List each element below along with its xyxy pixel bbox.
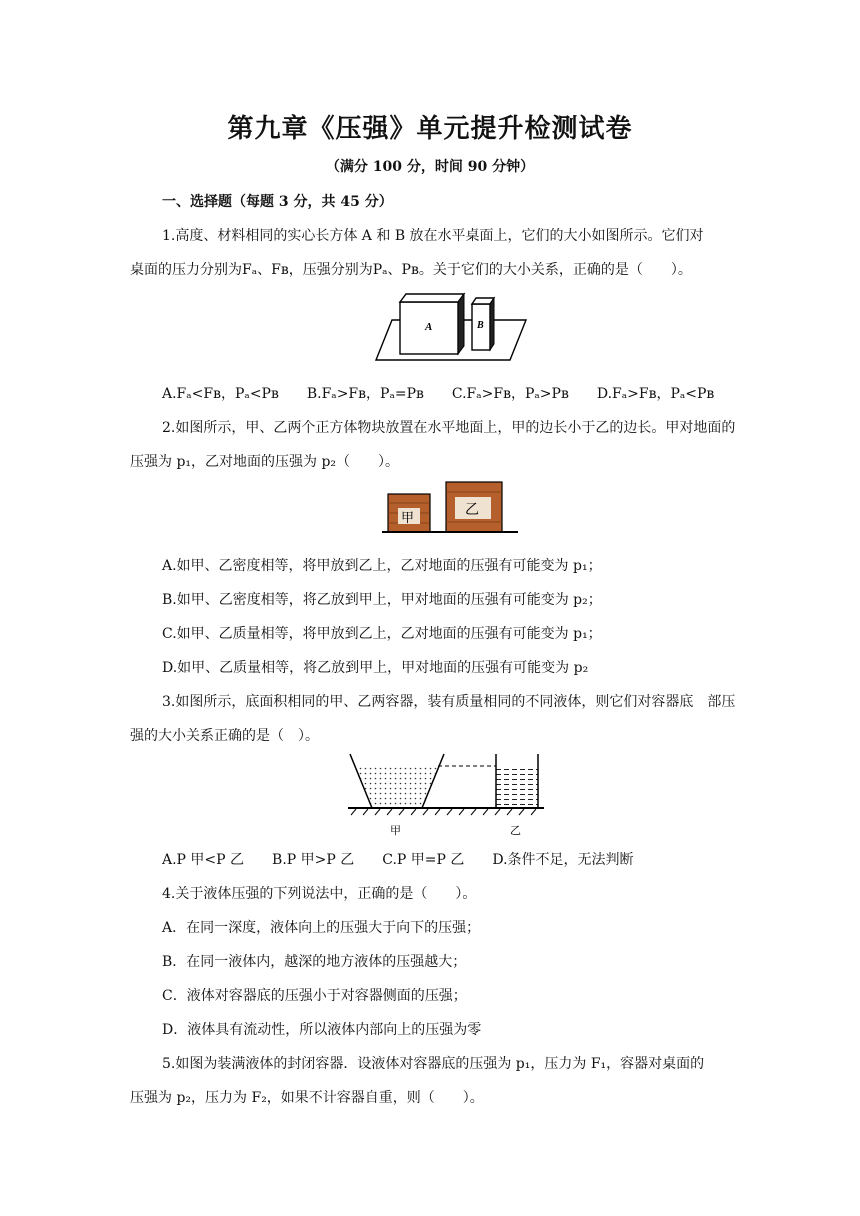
q3-line1: 3.如图所示，底面积相同的甲、乙两容器，装有质量相同的不同液体，则它们对容器底 部压: [162, 694, 736, 710]
q4-line1: 4.关于液体压强的下列说法中，正确的是（ ）。: [162, 886, 477, 902]
q2-line2: 压强为 p₁，乙对地面的压强为 p₂（ ）。: [130, 454, 400, 470]
q2-line1: 2.如图所示，甲、乙两个正方体物块放置在水平地面上，甲的边长小于乙的边长。甲对地面的: [162, 420, 736, 436]
q1-line1: 1.高度、材料相同的实心长方体 A 和 B 放在水平桌面上，它们的大小如图所示。它们对: [162, 228, 704, 244]
q1-label-a: A: [425, 321, 433, 333]
q5-line1: 5.如图为装满液体的封闭容器．设液体对容器底的压强为 p₁，压力为 F₁，容器对桌面的: [162, 1056, 705, 1072]
q4-option-a: A．在同一深度，液体向上的压强大于向下的压强；: [162, 920, 481, 936]
q2-option-a: A.如甲、乙密度相等，将甲放到乙上，乙对地面的压强有可能变为 p₁；: [162, 558, 602, 574]
q2-option-d: D.如甲、乙质量相等，将乙放到甲上，甲对地面的压强有可能变为 p₂: [162, 660, 589, 676]
q2-option-c: C.如甲、乙质量相等，将甲放到乙上，乙对地面的压强有可能变为 p₁；: [162, 626, 602, 642]
section-heading: 一、选择题（每题 3 分，共 45 分）: [162, 194, 393, 210]
q4-option-d: D．液体具有流动性，所以液体内部向上的压强为零: [162, 1022, 482, 1038]
q3-options: A.P 甲<P 乙 B.P 甲>P 乙 C.P 甲=P 乙 D.条件不足，无法判断: [162, 852, 634, 868]
q2-figure: [382, 476, 518, 536]
q3-figure: [344, 752, 548, 842]
q2-label-jia: 甲: [401, 511, 415, 526]
q1-label-b: B: [477, 320, 484, 331]
page-subtitle: （满分 100 分，时间 90 分钟）: [325, 159, 535, 175]
q1-options: A.Fₐ<Fʙ，Pₐ<Pʙ B.Fₐ>Fʙ，Pₐ=Pʙ C.Fₐ>Fʙ，Pₐ>Pʙ D.Fₐ>Fʙ，Pₐ<Pʙ: [162, 386, 715, 402]
q2-option-b: B.如甲、乙密度相等，将乙放到甲上，甲对地面的压强有可能变为 p₂；: [162, 592, 602, 608]
q4-option-b: B．在同一液体内，越深的地方液体的压强越大；: [162, 954, 467, 970]
q4-option-c: C．液体对容器底的压强小于对容器侧面的压强；: [162, 988, 467, 1004]
q3-line2: 强的大小关系正确的是（ ）。: [130, 728, 319, 744]
page-title: 第九章《压强》单元提升检测试卷: [227, 114, 633, 144]
q1-line2: 桌面的压力分别为Fₐ、Fʙ，压强分别为Pₐ、Pʙ。关于它们的大小关系，正确的是（ ）。: [130, 262, 692, 278]
q3-label-yi: 乙: [510, 824, 521, 837]
q5-line2: 压强为 p₂，压力为 F₂，如果不计容器自重，则（ ）。: [130, 1090, 484, 1106]
q1-figure: [370, 286, 530, 366]
q3-label-jia: 甲: [390, 824, 401, 837]
q2-label-yi: 乙: [465, 502, 479, 518]
